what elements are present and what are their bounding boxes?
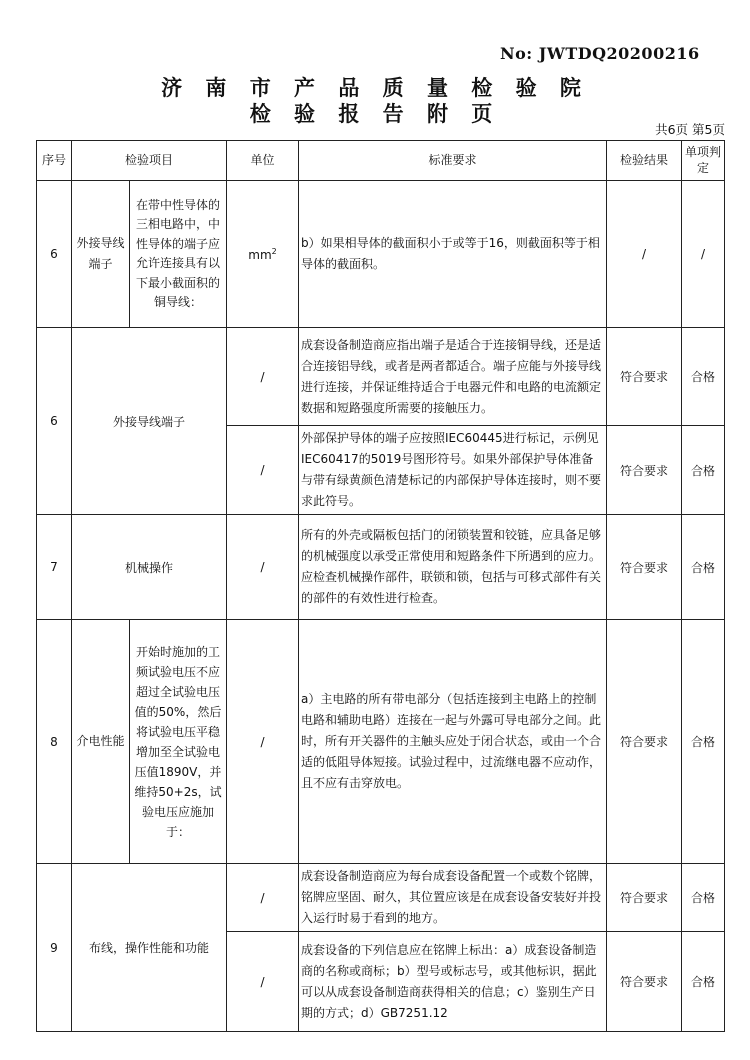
row-unit: / <box>227 328 299 426</box>
row-result: 符合要求 <box>607 620 682 864</box>
row-item: 机械操作 <box>72 515 227 620</box>
row-seq: 6 <box>37 328 72 515</box>
table-row <box>37 328 725 426</box>
row-standard: 成套设备制造商应为每台成套设备配置一个或数个铭牌，铭牌应坚固、耐久，其位置应该是在成套设备安装好并投入运行时易于看到的地方。 <box>299 864 607 932</box>
table-row <box>37 864 725 932</box>
row-unit <box>227 181 299 328</box>
row-seq: 8 <box>37 620 72 864</box>
row-seq: 9 <box>37 864 72 1032</box>
row-unit: / <box>227 515 299 620</box>
row-unit: / <box>227 864 299 932</box>
row-item: 布线，操作性能和功能 <box>72 864 227 1032</box>
row-verdict: 合格 <box>682 620 725 864</box>
col-item-header: 检验项目 <box>72 141 227 181</box>
table-header-row <box>37 141 725 181</box>
row-result: 符合要求 <box>607 864 682 932</box>
col-standard-header: 标准要求 <box>299 141 607 181</box>
col-verdict-header: 单项判定 <box>682 141 725 181</box>
table-row <box>37 620 725 864</box>
row-seq: 6 <box>37 181 72 328</box>
row-standard: 所有的外壳或隔板包括门的闭锁装置和铰链，应具备足够的机械强度以承受正常使用和短路条件下所遇到的应力。应检查机械操作部件，联锁和锁，包括与可移式部件有关的部件的有效性进行检查。 <box>299 515 607 620</box>
row-result: 符合要求 <box>607 515 682 620</box>
unit-text: mm <box>248 247 272 262</box>
table-row <box>37 515 725 620</box>
col-result-header: 检验结果 <box>607 141 682 181</box>
col-unit-header: 单位 <box>227 141 299 181</box>
row-subitem: 开始时施加的工频试验电压不应超过全试验电压值的50%，然后将试验电压平稳增加至全试验电压值1890V，并维持50+2s，试验电压应施加于： <box>130 620 227 864</box>
table-row <box>37 181 725 328</box>
row-verdict: 合格 <box>682 932 725 1032</box>
row-standard: a）主电路的所有带电部分（包括连接到主电路上的控制电路和辅助电路）连接在一起与外露可导电部分之间。此时，所有开关器件的主触头应处于闭合状态，或由一个合适的低阻导体短接。试验过程中，过流继电器不应动作，且不应有击穿放电。 <box>299 620 607 864</box>
row-verdict: 合格 <box>682 864 725 932</box>
row-verdict: 合格 <box>682 328 725 426</box>
row-standard: b）如果相导体的截面积小于或等于16，则截面积等于相导体的截面积。 <box>299 181 607 328</box>
col-seq-header: 序号 <box>37 141 72 181</box>
unit-superscript: 2 <box>271 246 277 256</box>
row-result: 符合要求 <box>607 328 682 426</box>
page-info: 共6页 第5页 <box>655 122 725 137</box>
row-item: 外接导线端子 <box>72 328 227 515</box>
row-seq: 7 <box>37 515 72 620</box>
institute-title: 济 南 市 产 品 质 量 检 验 院 <box>161 75 589 100</box>
row-item: 外接导线端子 <box>72 181 130 328</box>
row-unit: / <box>227 426 299 515</box>
row-result: 符合要求 <box>607 426 682 515</box>
row-standard: 成套设备制造商应指出端子是适合于连接铜导线，还是适合连接铝导线，或者是两者都适合。端子应能与外接导线进行连接，并保证维持适合于电器元件和电路的电流额定数据和短路强度所需要的接触压力。 <box>299 328 607 426</box>
report-number: No: JWTDQ20200216 <box>500 44 700 63</box>
row-verdict: 合格 <box>682 515 725 620</box>
row-standard: 外部保护导体的端子应按照IEC60445进行标记，示例见IEC60417的5019号图形符号。如果外部保护导体准备与带有绿黄颜色清楚标记的内部保护导体连接时，则不要求此符号。 <box>299 426 607 515</box>
row-verdict: 合格 <box>682 426 725 515</box>
report-subtitle: 检 验 报 告 附 页 <box>249 101 501 126</box>
row-result: / <box>607 181 682 328</box>
row-subitem: 在带中性导体的三相电路中，中性导体的端子应允许连接具有以下最小截面积的铜导线： <box>130 181 227 328</box>
row-item: 介电性能 <box>72 620 130 864</box>
row-standard: 成套设备的下列信息应在铭牌上标出：a）成套设备制造商的名称或商标；b）型号或标志号，或其他标识，据此可以从成套设备制造商获得相关的信息；c）鉴别生产日期的方式；d）GB7251.12 <box>299 932 607 1032</box>
row-unit: / <box>227 932 299 1032</box>
row-result: 符合要求 <box>607 932 682 1032</box>
row-verdict: / <box>682 181 725 328</box>
inspection-table <box>36 140 725 1032</box>
row-unit: / <box>227 620 299 864</box>
